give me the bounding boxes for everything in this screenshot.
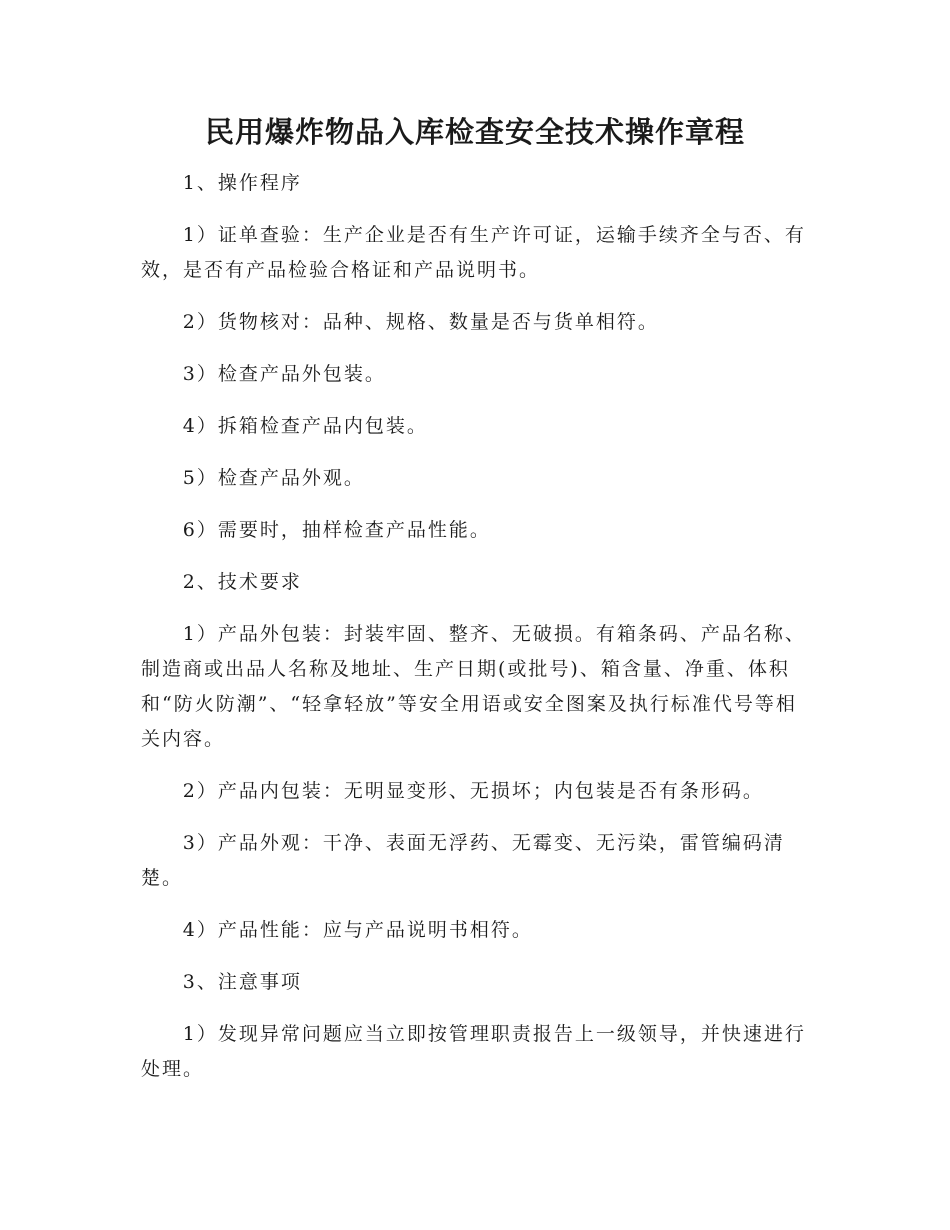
paragraph-performance-sampling: 6）需要时，抽样检查产品性能。 [182, 519, 491, 541]
paragraph-document-check: 1）证单查验：生产企业是否有生产许可证，运输手续齐全与否、有效，是否有产品检验合格证和产品说明书。 [141, 224, 806, 281]
paragraph-performance-requirements: 4）产品性能：应与产品说明书相符。 [182, 919, 533, 941]
paragraph-inner-packaging-requirements: 2）产品内包装：无明显变形、无损坏；内包装是否有条形码。 [182, 780, 764, 802]
section-heading-precautions: 3、注意事项 [182, 971, 302, 993]
document-body [141, 166, 809, 1104]
paragraph-anomaly-reporting: 1）发现异常问题应当立即按管理职责报告上一级领导，并快速进行处理。 [141, 1023, 806, 1080]
document-title: 民用爆炸物品入库检查安全技术操作章程 [204, 115, 745, 149]
section-heading-technical-requirements: 2、技术要求 [182, 571, 302, 593]
paragraph-inner-packaging-check: 4）拆箱检查产品内包装。 [182, 415, 428, 437]
section-heading-procedure: 1、操作程序 [182, 172, 302, 194]
paragraph-outer-packaging-requirements: 1）产品外包装：封装牢固、整齐、无破损。有箱条码、产品名称、制造商或出品人名称及地址、生产日期(或批号)、箱含量、净重、体积和“防火防潮”、“轻拿轻放”等安全用语或安全图案及执行标准代号等相关内容。 [141, 623, 806, 750]
paragraph-goods-verification: 2）货物核对：品种、规格、数量是否与货单相符。 [182, 311, 659, 333]
paragraph-outer-packaging-check: 3）检查产品外包装。 [182, 363, 386, 385]
paragraph-appearance-check: 5）检查产品外观。 [182, 467, 365, 489]
paragraph-appearance-requirements: 3）产品外观：干净、表面无浮药、无霉变、无污染，雷管编码清楚。 [141, 832, 785, 889]
